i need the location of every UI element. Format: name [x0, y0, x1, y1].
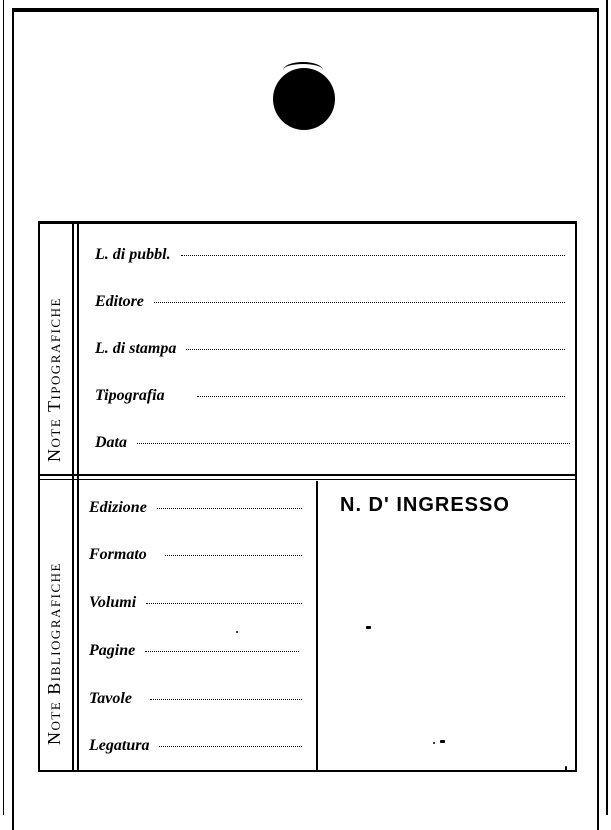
field-label: Tipografia: [95, 387, 165, 404]
section-divider-inner: [38, 479, 575, 480]
scan-speck: [440, 740, 445, 743]
field-dotted-line: [159, 745, 302, 747]
field-label: Pagine: [89, 642, 136, 659]
field-dotted-line: [197, 395, 565, 397]
scan-speck: [565, 766, 567, 772]
field-dotted-line: [186, 348, 565, 350]
field-tipografia[interactable]: [95, 387, 565, 405]
field-edizione[interactable]: [89, 499, 302, 517]
scan-speck: [236, 631, 238, 633]
section-divider: [38, 474, 575, 476]
field-legatura[interactable]: [89, 737, 302, 755]
field-pagine[interactable]: [89, 642, 299, 660]
field-label: L. di stampa: [95, 340, 177, 357]
label-column-rule-inner: [77, 223, 79, 770]
field-dotted-line: [146, 602, 302, 604]
punch-hole: [273, 68, 335, 130]
field-label: Legatura: [89, 737, 150, 754]
field-dotted-line: [157, 507, 302, 509]
field-dotted-line: [181, 254, 565, 256]
field-dotted-line: [150, 698, 302, 700]
top-edge-line: [12, 8, 599, 10]
field-dotted-line: [145, 650, 299, 652]
field-label: Data: [95, 434, 127, 451]
scan-speck: [366, 626, 371, 629]
field-dotted-line: [165, 554, 302, 556]
ingresso-divider: [316, 481, 318, 770]
field-label: Editore: [95, 293, 144, 310]
left-edge-line: [3, 0, 4, 815]
label-column-rule-outer: [72, 223, 74, 770]
field-label: Edizione: [89, 499, 147, 516]
field-formato[interactable]: [89, 546, 302, 564]
field-dotted-line: [154, 301, 565, 303]
field-dotted-line: [137, 442, 570, 444]
field-volumi[interactable]: [89, 594, 302, 612]
ingresso-title: N. D' INGRESSO: [340, 494, 510, 516]
field-luogo-pubblicazione[interactable]: [95, 246, 565, 264]
field-luogo-stampa[interactable]: [95, 340, 565, 358]
note-bibliografiche-label: Note Bibliografiche: [44, 562, 64, 745]
field-label: L. di pubbl.: [95, 246, 171, 263]
field-data[interactable]: [95, 434, 570, 452]
field-label: Volumi: [89, 594, 137, 611]
field-editore[interactable]: [95, 293, 565, 311]
field-label: Tavole: [89, 690, 132, 707]
field-label: Formato: [89, 546, 147, 563]
right-edge-line: [606, 0, 608, 815]
note-tipografiche-label: Note Tipografiche: [44, 297, 64, 462]
field-tavole[interactable]: [89, 690, 302, 708]
scan-speck: [433, 742, 435, 744]
